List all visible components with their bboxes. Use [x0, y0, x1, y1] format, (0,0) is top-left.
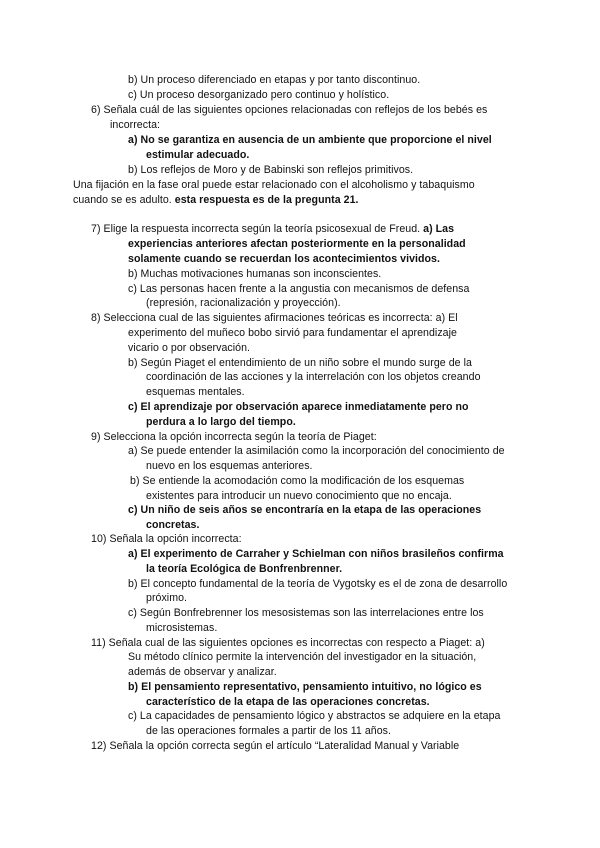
q8-question: 8) Selecciona cual de las siguientes afirmaciones teóricas es incorrecta: a) El: [91, 312, 458, 324]
note-line-1: Una fijación en la fase oral puede estar relacionado con el alcoholismo y tabaquismo: [73, 179, 475, 191]
q10-option-b-cont: próximo.: [146, 592, 188, 604]
q8-option-a-cont2: vicario o por observación.: [128, 342, 251, 354]
q11-option-c: c) La capacidades de pensamiento lógico y abstractos se adquiere en la etapa: [128, 710, 501, 722]
q8-option-a-cont1: experimento del muñeco bobo sirvió para fundamentar el aprendizaje: [128, 327, 457, 339]
q7-option-a-start: a) Las: [423, 223, 455, 235]
q8-option-b-cont2: esquemas mentales.: [146, 386, 245, 398]
note-text: cuando se es adulto.: [73, 194, 175, 206]
q10-question: 10) Señala la opción incorrecta:: [91, 533, 242, 545]
q9-option-b: b) Se entiende la acomodación como la modificación de los esquemas: [130, 475, 465, 487]
q8-option-c-cont: perdura a lo largo del tiempo.: [146, 416, 296, 428]
q11-option-b: b) El pensamiento representativo, pensamiento intuitivo, no lógico es: [128, 681, 482, 693]
q9-option-a: a) Se puede entender la asimilación como la incorporación del conocimiento de: [128, 445, 505, 457]
q7-option-c-cont: (represión, racionalización y proyección).: [146, 297, 341, 309]
q9-option-a-cont: nuevo en los esquemas anteriores.: [146, 460, 313, 472]
q11-option-b-cont: característico de la etapa de las operaciones concretas.: [146, 696, 430, 708]
q8-option-c: c) El aprendizaje por observación aparece inmediatamente pero no: [128, 401, 469, 413]
q6-option-a: a) No se garantiza en ausencia de un ambiente que proporcione el nivel: [128, 134, 492, 146]
q9-option-c: c) Un niño de seis años se encontraría en la etapa de las operaciones: [128, 504, 482, 516]
q11-option-c-cont: de las operaciones formales a partir de los 11 años.: [146, 725, 392, 737]
q6-option-a-cont: estimular adecuado.: [146, 149, 250, 161]
note-answer-reference: esta respuesta es de la pregunta 21.: [174, 194, 359, 206]
q6-option-b: b) Los reflejos de Moro y de Babinski son reflejos primitivos.: [128, 164, 414, 176]
q8-option-b-cont1: coordinación de las acciones y la interrelación con los objetos creando: [146, 371, 481, 383]
q10-option-a-cont: la teoría Ecológica de Bonfrenbrenner.: [146, 563, 343, 575]
q10-option-c-cont: microsistemas.: [146, 622, 218, 634]
q7-question-text: 7) Elige la respuesta incorrecta según la teoría psicosexual de Freud.: [91, 223, 424, 235]
q9-question: 9) Selecciona la opción incorrecta según la teoría de Piaget:: [91, 431, 377, 443]
q7-option-a-cont2: solamente cuando se recuerdan los acontecimientos vividos.: [128, 253, 440, 265]
q5-option-b: b) Un proceso diferenciado en etapas y por tanto discontinuo.: [128, 74, 421, 86]
q12-question: 12) Señala la opción correcta según el artículo “Lateralidad Manual y Variable: [91, 740, 460, 752]
q7-option-c: c) Las personas hacen frente a la angustia con mecanismos de defensa: [128, 283, 470, 295]
q11-option-a-cont2: además de observar y analizar.: [128, 666, 277, 678]
q10-option-c: c) Según Bonfrebrenner los mesosistemas son las interrelaciones entre los: [128, 607, 484, 619]
q6-question: 6) Señala cuál de las siguientes opciones relacionadas con reflejos de los bebés es: [91, 104, 488, 116]
q7-question: [91, 222, 454, 236]
q5-option-c: c) Un proceso desorganizado pero continuo y holístico.: [128, 89, 390, 101]
q7-option-a-cont1: experiencias anteriores afectan posteriormente en la personalidad: [128, 238, 466, 250]
q7-option-b: b) Muchas motivaciones humanas son inconscientes.: [128, 268, 382, 280]
q10-option-b: b) El concepto fundamental de la teoría de Vygotsky es el de zona de desarrollo: [128, 578, 508, 590]
q11-question: 11) Señala cual de las siguientes opciones es incorrectas con respecto a Piaget: a): [91, 637, 485, 649]
q11-option-a-cont1: Su método clínico permite la intervención del investigador en la situación,: [128, 651, 477, 663]
q6-question-cont: incorrecta:: [110, 119, 161, 131]
note-line-2: [73, 193, 359, 207]
q9-option-b-cont: existentes para introducir un nuevo conocimiento que no encaja.: [146, 490, 452, 502]
q9-option-c-cont: concretas.: [146, 519, 200, 531]
q8-option-b: b) Según Piaget el entendimiento de un niño sobre el mundo surge de la: [128, 357, 472, 369]
q10-option-a: a) El experimento de Carraher y Schielman con niños brasileños confirma: [128, 548, 504, 560]
